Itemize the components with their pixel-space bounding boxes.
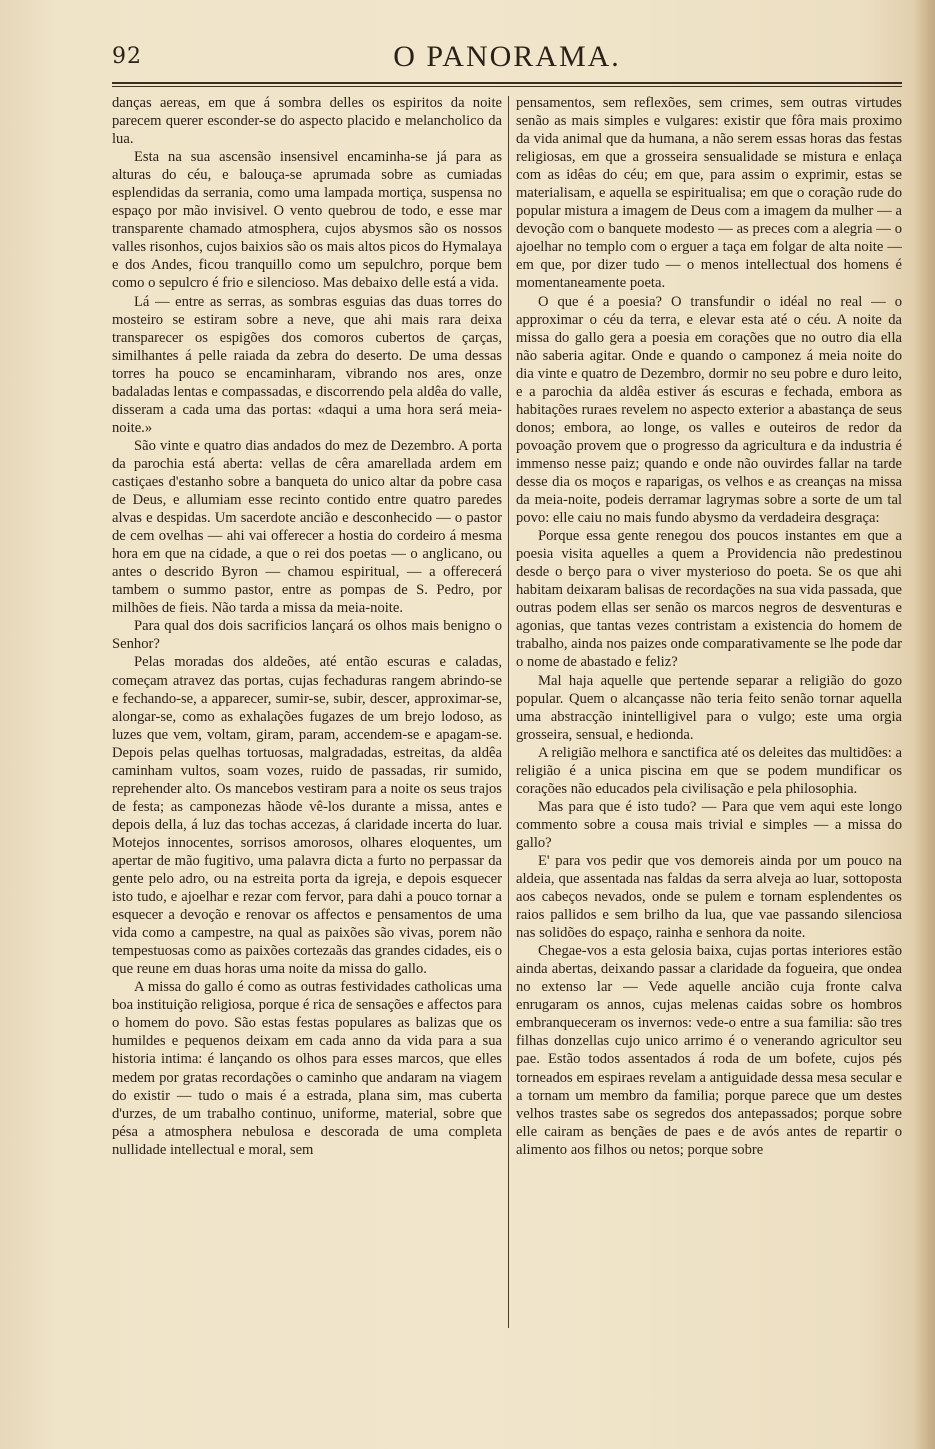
paragraph: Esta na sua ascensão insensivel encaminha-se já para as alturas do céu, e balouça-se aprumada sobre as cumiadas esplendidas da serrania, como uma lampada mortiça, suspensa no espaço por mão invisivel. O vento quebrou de todo, e esse mar transparente chamado atmosphera, cujos abysmos são os nossos valles risonhos, cujos baixios são os mais altos picos do Hymalaya e dos Andes, ficou tranquillo como um sepulchro, porque bem como o sepulcro é frio e silencioso. Mas debaixo delle está a vida. bbox=[112, 149, 502, 292]
paragraph: Lá — entre as serras, as sombras esguias das duas torres do mosteiro se estiram sobre a neve, que ahi mais rara deixa transparecer os espigões dos comoros cubertos de çarças, similhantes á pelle raiada da zebra do deserto. De uma dessas torres ha pouco se encaminharam, vibrando nos ares, onze badaladas lentas e compassadas, e discorrendo pela aldêa do valle, disseram a cada uma das portas: «daqui a uma hora será meia-noite.» bbox=[112, 293, 502, 436]
paragraph: pensamentos, sem reflexões, sem crimes, sem outras virtudes senão as mais simples e vulgares: existir que fôra mais proximo da vida animal que da humana, a não serem essas horas das festas religiosas, em que a grosseira sensualidade se mistura e enlaça com as idêas do céu; em que, para assim o exprimir, estas se materialisam, e aquella se espiritualisa; em que o coração rude do popular mistura a imagem de Deus com a imagem da mulher — a devoção com o banquete modesto — as preces com a alegria — o ajoelhar no templo com o erguer a taça em folgar de alta noite — em que, por dizer tudo — o menos intellectual dos homens é momentaneamente poeta. bbox=[516, 95, 902, 292]
paragraph: São vinte e quatro dias andados do mez de Dezembro. A porta da parochia está aberta: vellas de cêra amarellada ardem em castiçaes d'estanho sobre a banqueta do unico altar da pobre casa de Deus, e allumiam esse recinto contido entre quatro paredes alvas e despidas. Um sacerdote ancião e desconhecido — o pastor de cem ovelhas — ahi vai offerecer a hostia do cordeiro á mesma hora em que na cidade, a que o rei dos poetas — o anglicano, ou antes o descrido Byron — chamou espiritual, — a offerecerá tambem o summo pastor, entre as pompas de S. Pedro, por milhões de fieis. Não tarda a missa da meia-noite. bbox=[112, 437, 502, 617]
paragraph: danças aereas, em que á sombra delles os espiritos da noite parecem querer esconder-se do aspecto placido e melancholico da lua. bbox=[112, 95, 502, 148]
paragraph: Porque essa gente renegou dos poucos instantes em que a poesia visita aquelles a quem a Providencia não predestinou desde o berço para o viver mysterioso do poeta. Se os que ahi habitam deixaram balisas de recordações na sua vida passada, que outras podem ellas ser senão os marcos negros de desventuras e agonias, que tantas vezes contristam a existencia do homem de trabalho, ainda nos paizes onde comparativamente se lhe pode dar o nome de abastado e feliz? bbox=[516, 528, 902, 671]
paragraph: Chegae-vos a esta gelosia baixa, cujas portas interiores estão ainda abertas, deixando passar a claridade da fogueira, que ondea no extenso lar — Vede aquelle ancião cuja fronte calva enrugaram os annos, cujas melenas caidas sobre os hombros embranqueceram os invernos: vede-o entre a sua familia: são tres filhas donzellas cujo unico arrimo é o venerando agricultor seu pae. Estão todos assentados á roda de um bofete, cujos pés torneados em espiraes revelam a antiguidade dessa mesa secular e a tornam um membro da familia; porque parece que um destes velhos trastes sabe os segredos dos antepassados; porque sobre elle cairam as bençães de paes e de avós antes de repartir o alimento aos filhos ou netos; porque sobre bbox=[516, 943, 902, 1158]
paragraph: A religião melhora e sanctifica até os deleites das multidões: a religião é a unica piscina em que se podem mundificar os corações não educados pela civilisação e pela philosophia. bbox=[516, 744, 902, 797]
paragraph: O que é a poesia? O transfundir o idéal no real — o approximar o céu da terra, e elevar esta até o céu. A noite da missa do gallo gera a poesia em corações que no outro dia ella não saberia agitar. Onde e quando o camponez á meia noite do dia vinte e quatro de Dezembro, dormir no seu pobre e duro leito, e a parochia da aldêa estiver ás escuras e fechada, embora as habitações ruraes revelem no aspecto exterior a abastança de seus donos; embora, ao longe, os valles e outeiros de redor da povoação provem que o progresso da agricultura e da industria é immenso nesse paiz; quando e onde não ouvirdes fallar na tarde desse dia os moços e raparigas, os velhos e as creanças na missa da meia-noite, podeis derramar lagrymas sobre a sorte de um tal povo: elle caiu no mais fundo abysmo da verdadeira desgraça: bbox=[516, 293, 902, 527]
paragraph: E' para vos pedir que vos demoreis ainda por um pouco na aldeia, que assentada nas faldas da serra alveja ao luar, sottoposta aos cabeços nevados, onde se pulem e tornam esplendentes os raios pallidos e sem brilho da lua, que vae passando silenciosa nas solidões do espaço, rainha e senhora da noite. bbox=[516, 852, 902, 942]
header-rule-thin bbox=[112, 86, 902, 87]
journal-title: O PANORAMA. bbox=[393, 40, 621, 73]
right-column bbox=[516, 94, 902, 1330]
page-header bbox=[112, 40, 902, 84]
page-number: 92 bbox=[112, 44, 142, 69]
paragraph: Mas para que é isto tudo? — Para que vem aqui este longo commento sobre a cousa mais trivial e simples — a missa do gallo? bbox=[516, 798, 902, 851]
paragraph: Pelas moradas dos aldeões, até então escuras e caladas, começam atravez das portas, cujas fechaduras rangem abrindo-se e fechando-se, a apparecer, sumir-se, subir, descer, approximar-se, alongar-se, como as exhalações fugazes de um brejo lodoso, as luzes que vem, voltam, giram, param, accendem-se e apagam-se. Depois pelas quelhas tortuosas, malgradadas, estreitas, da aldêa caminham vultos, soam vozes, ruido de passadas, rir sumido, reprehender alto. Os mancebos vestiram para a noite os seus trajos de festa; as camponezas hãode vê-los durante a missa, antes e depois della, á luz das tochas accezas, á claridade incerta do luar. Motejos innocentes, sorrisos amorosos, olhares eloquentes, um apertar de mão fugitivo, uma palavra dicta a furto no perpassar da gente pelo adro, ou na estreita porta da igreja, e depois esquecer isto tudo, e ajoelhar e rezar com fervor, para dahi a pouco tornar a esquecer a devoção e renovar os affectos e pensamentos de uma vida como a campestre, na qual as paixões são vivas, porem não tempestuosas como as paixões cortezaãs das grandes cidades, eis o que reune em duas horas uma noite da missa do gallo. bbox=[112, 654, 502, 978]
column-divider bbox=[508, 96, 509, 1328]
left-column bbox=[112, 94, 502, 1330]
paragraph: A missa do gallo é como as outras festividades catholicas uma boa instituição religiosa, porque é rica de sensações e affectos para o homem do povo. São estas festas populares as balizas que os humildes e pequenos deixam em cada anno da vida para a sua historia intima: é lançando os olhos para esses marcos, que elles medem por gratas recordações o caminho que andaram na viagem do existir — tudo o mais é a estrada, plana sim, mas cuberta d'urzes, de um trabalho continuo, uniforme, material, sobre que pésa a atmosphera nebulosa e descorada de uma completa nullidade intellectual e moral, sem bbox=[112, 979, 502, 1158]
paragraph: Mal haja aquelle que pertende separar a religião do gozo popular. Quem o alcançasse não teria feito senão tornar aquella uma abstracção inintelligivel para o vulgo; este uma orgia grosseira, sensual, e hedionda. bbox=[516, 672, 902, 743]
header-rule bbox=[112, 82, 902, 84]
page-spine-shadow bbox=[913, 0, 935, 1449]
paragraph: Para qual dos dois sacrificios lançará os olhos mais benigno o Senhor? bbox=[112, 618, 502, 653]
